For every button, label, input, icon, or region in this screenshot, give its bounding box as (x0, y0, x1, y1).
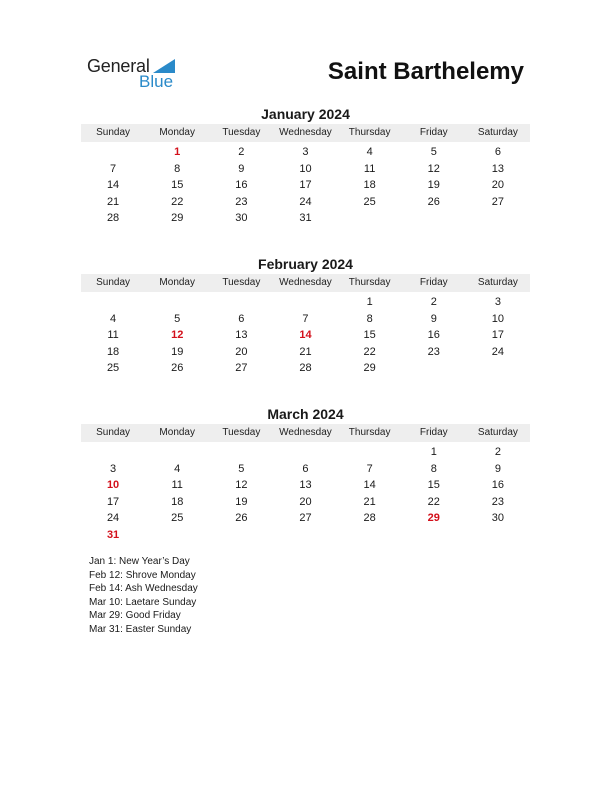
month-march (81, 404, 530, 543)
day-cell: 31 (299, 212, 312, 224)
day-cell: 8 (430, 462, 437, 475)
day-cell: 12 (235, 479, 248, 491)
logo-triangle-icon (153, 59, 175, 73)
month-title: March 2024 (267, 406, 344, 422)
day-cell: 7 (302, 312, 309, 325)
day-cell: 1 (366, 296, 373, 308)
day-cell: 17 (299, 179, 312, 191)
weekday-header-row (81, 424, 530, 442)
day-cell: 6 (302, 462, 309, 475)
day-cell: 15 (363, 329, 376, 341)
day-cell: 16 (427, 329, 440, 341)
weekday-label: Wednesday (279, 427, 332, 438)
day-cell: 29 (171, 212, 184, 224)
day-cell: 29 (427, 512, 440, 524)
day-cell: 13 (491, 162, 505, 175)
day-cell: 10 (106, 479, 120, 491)
day-cell: 25 (363, 195, 376, 208)
day-cell: 4 (174, 462, 181, 475)
day-cell: 30 (235, 212, 248, 224)
weekday-label: Saturday (477, 277, 518, 288)
month-title: February 2024 (258, 256, 353, 272)
day-cell: 3 (110, 462, 117, 475)
day-cell: 24 (299, 195, 312, 208)
day-cell: 9 (430, 312, 437, 325)
empty-day-cell (145, 294, 209, 311)
holiday-list (89, 555, 198, 637)
weekday-label: Sunday (96, 127, 131, 138)
day-cell: 11 (107, 329, 119, 341)
day-cell: 19 (427, 179, 440, 191)
empty-day-cell (273, 527, 337, 544)
weekday-label: Sunday (96, 277, 131, 288)
day-cell: 7 (110, 162, 117, 175)
weekday-label: Monday (159, 277, 195, 288)
day-cell: 27 (299, 512, 312, 524)
day-grid (81, 294, 530, 377)
weekday-label: Tuesday (222, 277, 261, 288)
weekday-header-row (81, 274, 530, 292)
weekday-label: Monday (159, 427, 195, 438)
weekday-label: Thursday (348, 427, 391, 438)
day-cell: 21 (299, 345, 312, 358)
empty-day-cell (273, 444, 337, 461)
day-cell: 2 (494, 446, 501, 458)
day-cell: 1 (430, 446, 437, 458)
day-cell: 26 (235, 512, 248, 524)
day-cell: 5 (174, 312, 181, 325)
day-cell: 10 (491, 312, 505, 325)
logo-blue-text: Blue (139, 72, 174, 91)
weekday-label: Wednesday (279, 127, 332, 138)
holiday-item: Jan 1: New Year’s Day (89, 556, 190, 567)
day-cell: 13 (299, 479, 312, 491)
day-cell: 16 (235, 179, 248, 191)
day-cell: 4 (110, 312, 117, 325)
day-cell: 13 (235, 329, 248, 341)
day-cell: 22 (171, 195, 184, 208)
day-cell: 23 (427, 345, 440, 358)
empty-day-cell (145, 444, 209, 461)
month-title: January 2024 (261, 106, 350, 122)
day-cell: 14 (106, 179, 120, 191)
weekday-label: Friday (419, 427, 448, 438)
weekday-label: Tuesday (222, 127, 261, 138)
empty-day-cell (338, 210, 402, 227)
weekday-label: Saturday (477, 427, 518, 438)
day-cell: 18 (171, 495, 184, 508)
empty-day-cell (273, 294, 337, 311)
day-cell: 30 (491, 512, 505, 524)
weekday-label: Friday (419, 127, 448, 138)
day-cell: 27 (235, 362, 248, 374)
empty-day-cell (81, 144, 145, 161)
day-cell: 26 (427, 195, 440, 208)
day-cell: 26 (171, 362, 184, 374)
day-cell: 14 (299, 329, 312, 341)
day-cell: 17 (106, 495, 120, 508)
weekday-label: Monday (159, 127, 195, 138)
day-cell: 27 (491, 195, 505, 208)
weekday-label: Tuesday (222, 427, 261, 438)
day-cell: 23 (491, 495, 505, 508)
day-cell: 20 (491, 179, 505, 191)
empty-day-cell (145, 527, 209, 544)
day-cell: 17 (491, 329, 505, 341)
day-cell: 9 (494, 462, 501, 475)
day-cell: 3 (494, 296, 501, 308)
empty-day-cell (209, 527, 273, 544)
day-cell: 2 (430, 296, 437, 308)
day-cell: 8 (174, 162, 181, 175)
empty-day-cell (466, 527, 530, 544)
empty-day-cell (338, 527, 402, 544)
day-cell: 14 (363, 479, 376, 491)
weekday-label: Friday (419, 277, 448, 288)
day-cell: 19 (235, 495, 248, 508)
day-cell: 25 (171, 512, 184, 524)
empty-day-cell (81, 444, 145, 461)
day-cell: 15 (171, 179, 184, 191)
empty-day-cell (81, 294, 145, 311)
day-cell: 8 (366, 312, 373, 325)
empty-day-cell (209, 444, 273, 461)
day-cell: 20 (299, 495, 312, 508)
empty-day-cell (402, 210, 466, 227)
day-cell: 10 (299, 162, 312, 175)
day-cell: 2 (238, 146, 245, 158)
empty-day-cell (466, 210, 530, 227)
day-cell: 1 (174, 146, 181, 158)
day-cell: 28 (299, 362, 312, 374)
day-cell: 16 (491, 479, 505, 491)
weekday-label: Saturday (477, 127, 518, 138)
day-cell: 25 (106, 362, 120, 374)
day-cell: 28 (363, 512, 376, 524)
day-cell: 5 (238, 462, 245, 475)
empty-day-cell (466, 360, 530, 377)
day-cell: 18 (106, 345, 120, 358)
weekday-label: Thursday (348, 277, 391, 288)
day-cell: 18 (363, 179, 376, 191)
month-february (81, 254, 530, 377)
day-cell: 4 (366, 146, 373, 158)
day-cell: 6 (238, 312, 245, 325)
month-january (81, 104, 530, 227)
day-cell: 23 (235, 195, 248, 208)
holiday-item: Feb 12: Shrove Monday (89, 569, 196, 581)
day-cell: 6 (494, 146, 501, 158)
weekday-label: Sunday (96, 427, 131, 438)
day-cell: 19 (171, 345, 184, 358)
logo-general-text: General (87, 56, 150, 76)
day-cell: 7 (366, 462, 373, 475)
page-title: Saint Barthelemy (327, 58, 524, 85)
day-cell: 15 (427, 479, 440, 491)
generalblue-logo (87, 56, 187, 92)
holiday-item: Feb 14: Ash Wednesday (89, 583, 198, 595)
empty-day-cell (209, 294, 273, 311)
day-cell: 5 (430, 146, 437, 158)
day-cell: 29 (363, 362, 376, 374)
day-cell: 3 (302, 146, 309, 158)
day-cell: 11 (363, 162, 376, 175)
holiday-item: Mar 29: Good Friday (89, 610, 181, 622)
day-cell: 11 (171, 479, 183, 491)
day-cell: 20 (235, 345, 248, 358)
weekday-header-row (81, 124, 530, 142)
day-cell: 21 (363, 495, 376, 508)
day-cell: 24 (106, 512, 120, 524)
weekday-label: Thursday (348, 127, 391, 138)
holiday-item: Mar 10: Laetare Sunday (89, 596, 197, 608)
weekday-label: Wednesday (279, 277, 332, 288)
day-cell: 28 (106, 212, 120, 224)
day-cell: 24 (491, 345, 505, 358)
empty-day-cell (402, 360, 466, 377)
day-cell: 12 (427, 162, 440, 175)
day-grid (81, 144, 530, 227)
empty-day-cell (402, 527, 466, 544)
day-cell: 31 (106, 528, 120, 541)
day-cell: 22 (427, 495, 440, 508)
day-cell: 12 (171, 329, 184, 341)
empty-day-cell (338, 444, 402, 461)
holiday-item: Mar 31: Easter Sunday (89, 623, 192, 635)
day-cell: 21 (106, 195, 120, 208)
day-grid (81, 444, 530, 543)
day-cell: 9 (238, 162, 245, 175)
day-cell: 22 (363, 345, 376, 358)
